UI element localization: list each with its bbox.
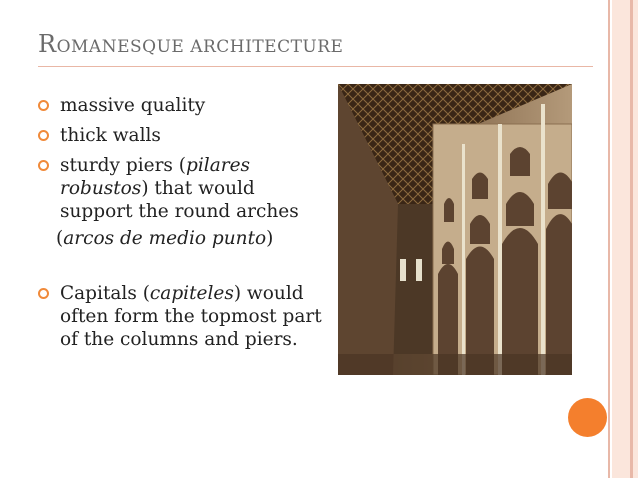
list-item [38, 282, 323, 351]
decorative-circle [568, 398, 607, 437]
bullet-text-part: sturdy piers ( [60, 155, 187, 176]
title-initial: R [38, 30, 57, 58]
decorative-stripe [633, 0, 638, 478]
title-rest: OMANESQUE ARCHITECTURE [56, 37, 344, 57]
bullet-circle-icon [38, 160, 49, 171]
title-divider [38, 66, 593, 67]
sub-text-part: ) [266, 228, 274, 249]
slide-title [38, 30, 343, 58]
bullet-text-part: Capitals ( [60, 283, 150, 304]
bullet-list [38, 94, 323, 351]
sub-note [38, 227, 323, 250]
sub-text-part: ( [56, 228, 64, 249]
list-item [38, 154, 323, 223]
decorative-stripe [608, 0, 610, 478]
decorative-stripe [612, 0, 630, 478]
bullet-circle-icon [38, 100, 49, 111]
bullet-text-part: ) that would support the round arches [60, 178, 299, 222]
bullet-text-part: ) would often form the topmost part of the columns and piers. [60, 283, 322, 350]
bullet-circle-icon [38, 130, 49, 141]
bullet-term-italic: capiteles [149, 283, 234, 304]
list-item [38, 124, 323, 147]
list-item [38, 94, 323, 117]
cathedral-nave-image [338, 84, 572, 375]
bullet-text: massive quality [60, 95, 206, 116]
bullet-term-italic: pilares robustos [60, 155, 251, 199]
bullet-text: thick walls [60, 125, 161, 146]
bullet-circle-icon [38, 288, 49, 299]
sub-term-italic: arcos de medio punto [63, 228, 267, 249]
